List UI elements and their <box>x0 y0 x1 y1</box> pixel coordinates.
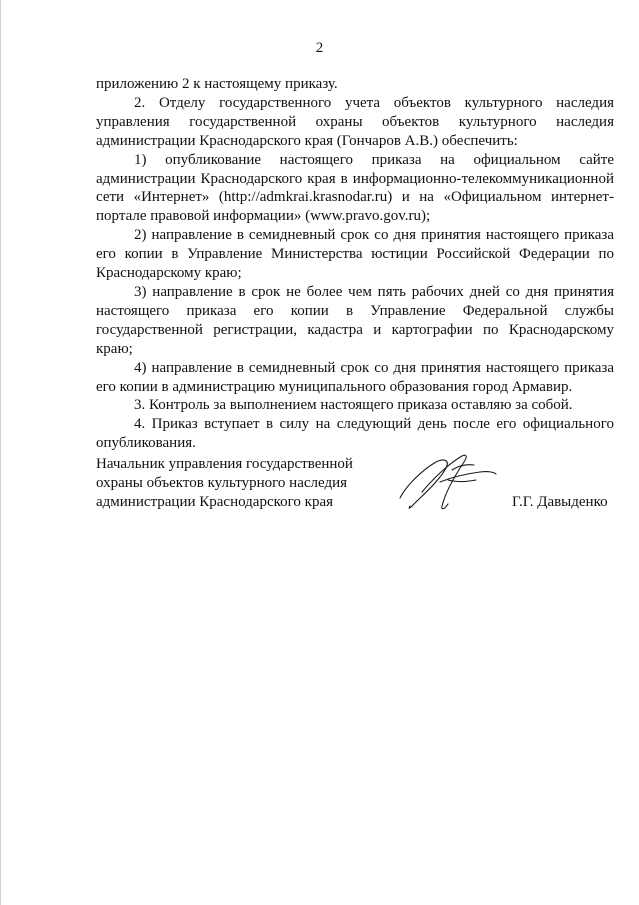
signatory-title-line: охраны объектов культурного наследия <box>96 474 348 491</box>
paragraph-subitem-4: 4) направление в семидневный срок со дня принятия настоящего приказа его копии в администрацию муниципального образования город Армавир. <box>96 359 614 395</box>
order-body <box>96 75 614 453</box>
page-edge <box>0 0 1 905</box>
signatory-title-line: администрации Краснодарского края <box>96 493 334 510</box>
signatory-name: Г.Г. Давыденко <box>512 494 608 510</box>
paragraph-continuation: приложению 2 к настоящему приказу. <box>96 76 338 92</box>
paragraph-item-3: 3. Контроль за выполнением настоящего приказа оставляю за собой. <box>134 397 573 414</box>
page-number: 2 <box>315 40 324 56</box>
signatory-title <box>96 455 376 512</box>
paragraph-subitem-2: 2) направление в семидневный срок со дня принятия настоящего приказа его копии в Управление Министерства юстиции Российской Федерации по Краснодарскому краю; <box>96 227 614 282</box>
paragraph-item-4: 4. Приказ вступает в силу на следующий день после его официального опубликования. <box>96 416 614 452</box>
signatory-title-line: Начальник управления государственной <box>96 456 353 472</box>
handwritten-signature <box>392 452 502 514</box>
paragraph-subitem-1: 1) опубликование настоящего приказа на официальном сайте администрации Краснодарского края в информационно-телекоммуникационной сети «Интернет» (http://admkrai.krasnodar.ru) и на «Официальном интернет-портале правовой информации» (www.pravo.gov.ru); <box>96 151 614 225</box>
paragraph-subitem-3: 3) направление в срок не более чем пять рабочих дней со дня принятия настоящего приказа его копии в Управление Федеральной службы государственной регистрации, кадастра и картографии по Краснодарскому краю; <box>96 283 614 357</box>
paragraph-item-2: 2. Отделу государственного учета объектов культурного наследия управления государственной охраны объектов культурного наследия администрации Краснодарского края (Гончаров А.В.) обеспечить: <box>96 94 614 149</box>
